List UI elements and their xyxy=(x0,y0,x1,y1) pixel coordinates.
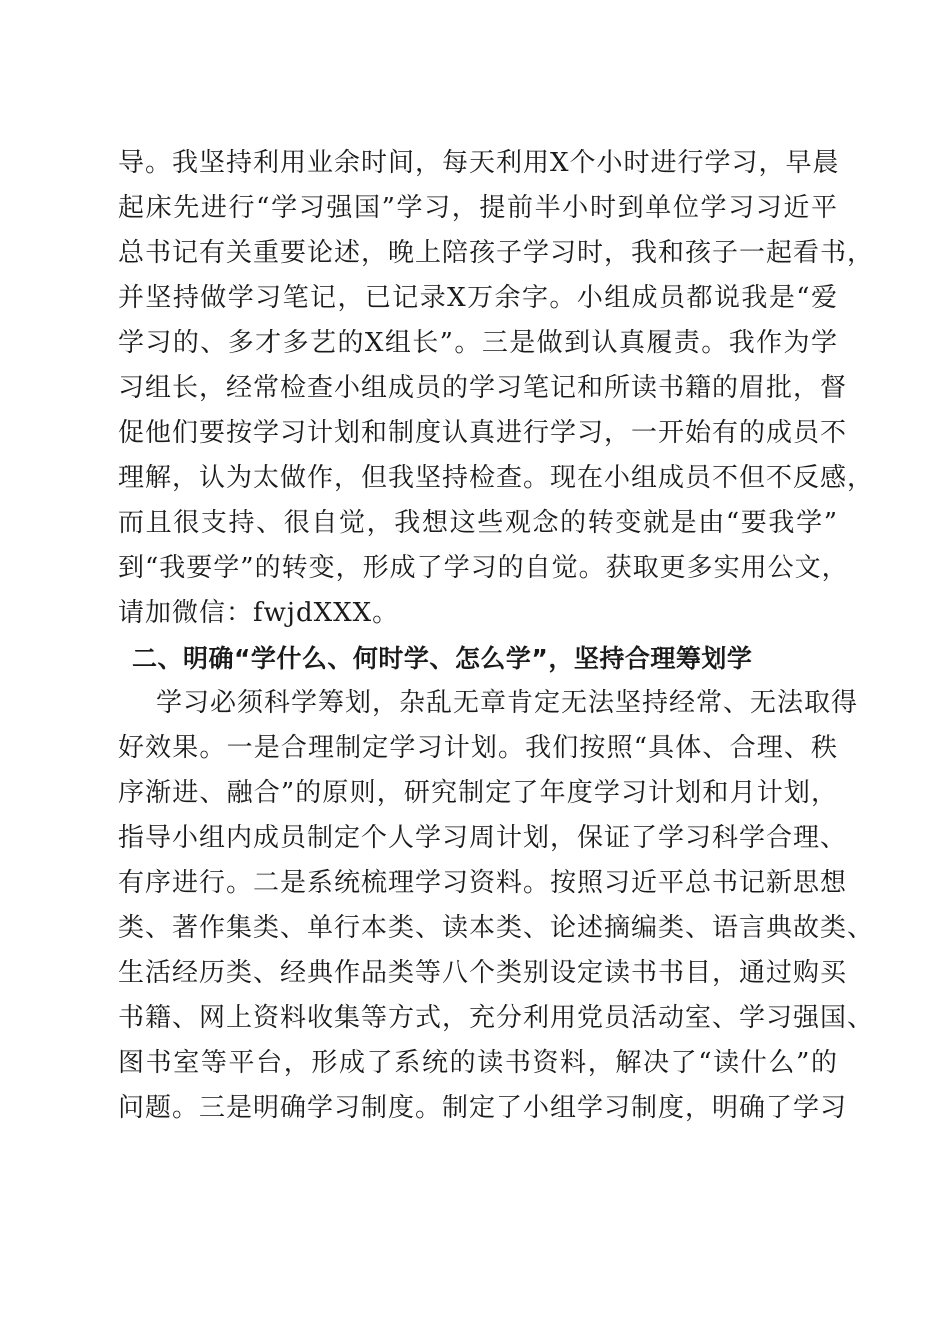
paragraph-line: 学习必须科学筹划，杂乱无章肯定无法坚持经常、无法取得 xyxy=(156,688,859,718)
paragraph-line: 理解，认为太做作，但我坚持检查。现在小组成员不但不反感， xyxy=(118,463,875,493)
section-heading: 二、明确“学什么、何时学、怎么学”，坚持合理筹划学 xyxy=(132,644,753,673)
paragraph-line: 到“我要学”的转变，形成了学习的自觉。获取更多实用公文， xyxy=(118,553,849,583)
paragraph-line: 促他们要按学习计划和制度认真进行学习，一开始有的成员不 xyxy=(118,418,848,448)
paragraph-line: 有序进行。二是系统梳理学习资料。按照习近平总书记新思想 xyxy=(118,868,848,898)
paragraph-1 xyxy=(118,141,875,636)
paragraph-line: 生活经历类、经典作品类等八个类别设定读书书目，通过购买 xyxy=(118,958,848,988)
paragraph-line: 指导小组内成员制定个人学习周计划，保证了学习科学合理、 xyxy=(118,823,848,853)
paragraph-line: 问题。三是明确学习制度。制定了小组学习制度，明确了学习 xyxy=(118,1093,848,1123)
paragraph-line: 而且很支持、很自觉，我想这些观念的转变就是由“要我学” xyxy=(118,508,838,538)
paragraph-line: 好效果。一是合理制定学习计划。我们按照“具体、合理、秩 xyxy=(118,733,838,763)
paragraph-line: 序渐进、融合”的原则，研究制定了年度学习计划和月计划， xyxy=(118,778,838,808)
paragraph-line: 总书记有关重要论述，晚上陪孩子学习时，我和孩子一起看书， xyxy=(118,238,875,268)
paragraph-line: 起床先进行“学习强国”学习，提前半小时到单位学习习近平 xyxy=(118,193,838,223)
paragraph-line: 导。我坚持利用业余时间，每天利用X个小时进行学习，早晨 xyxy=(118,148,840,178)
paragraph-line: 学习的、多才多艺的X组长”。三是做到认真履责。我作为学 xyxy=(118,328,838,358)
paragraph-line: 图书室等平台，形成了系统的读书资料，解决了“读什么”的 xyxy=(118,1048,838,1078)
paragraph-line: 请加微信：fwjdXXX。 xyxy=(118,598,400,628)
paragraph-line: 习组长，经常检查小组成员的学习笔记和所读书籍的眉批，督 xyxy=(118,373,848,403)
section-2 xyxy=(118,636,875,1131)
paragraph-line: 并坚持做学习笔记，已记录X万余字。小组成员都说我是“爱 xyxy=(118,283,838,313)
paragraph-line: 书籍、网上资料收集等方式，充分利用党员活动室、学习强国、 xyxy=(118,1003,875,1033)
paragraph-line: 类、著作集类、单行本类、读本类、论述摘编类、语言典故类、 xyxy=(118,913,875,943)
